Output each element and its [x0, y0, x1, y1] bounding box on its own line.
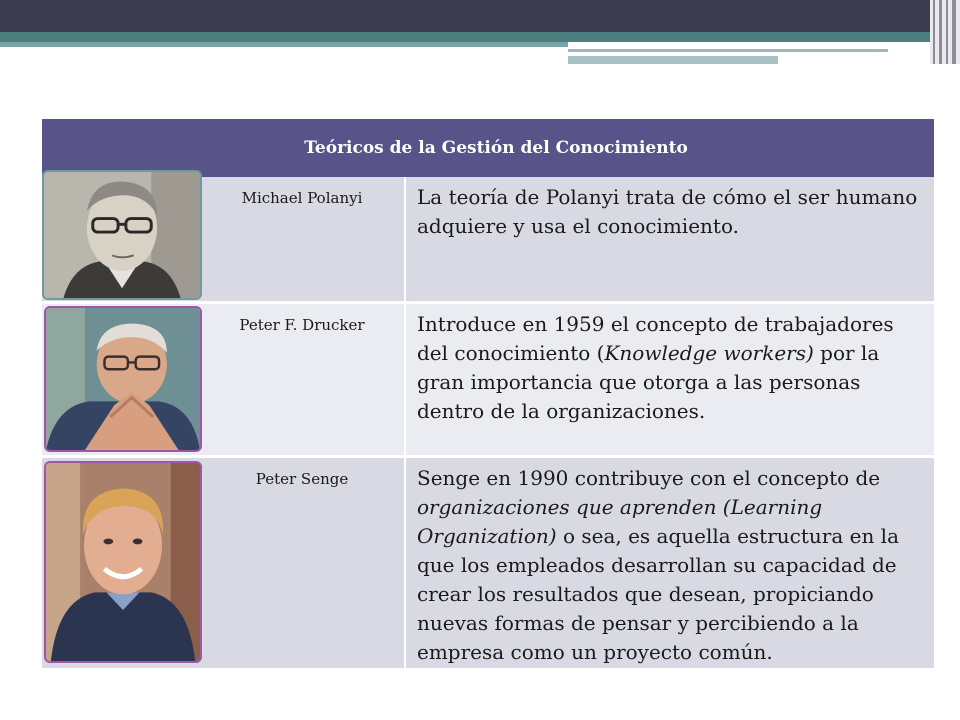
accent-bar-thin [0, 42, 568, 47]
table-header [42, 119, 934, 177]
theorist-description [404, 304, 934, 455]
table-title: Teóricos de la Gestión del Conocimiento [304, 138, 688, 158]
desc-text: o sea, es aquella estructura en la que los empleados desarrollan su capacidad de crear los resultados que desean, propiciando nuevas formas de pensar y percibiendo a la empresa como un proyecto común. [417, 524, 899, 664]
corner-stripes [930, 0, 960, 64]
desc-italic: organizaciones que aprenden (Learning Organization) [417, 495, 823, 548]
accent-bar [0, 32, 930, 42]
polanyi-portrait-photo [42, 170, 202, 300]
desc-italic: Knowledge workers) [604, 341, 814, 365]
senge-portrait-photo [44, 461, 202, 663]
top-banner [0, 0, 960, 32]
accent-line-short [568, 56, 778, 64]
theorist-name: Michael Polanyi [241, 189, 363, 207]
theorists-table [42, 119, 934, 664]
desc-text: Senge en 1990 contribuye con el concepto de [417, 466, 881, 490]
theorist-description: La teoría de Polanyi trata de cómo el ser humano adquiere y usa el conocimiento. [404, 177, 934, 301]
drucker-portrait-photo [44, 306, 202, 452]
desc-text: Introduce en 1959 el concepto de trabajadores del conocimiento ( [417, 312, 894, 365]
accent-line [568, 49, 888, 52]
desc-text: por la gran importancia que otorga a las personas dentro de la organizaciones. [417, 341, 880, 423]
theorist-description [404, 458, 934, 668]
theorist-name: Peter F. Drucker [239, 316, 365, 334]
theorist-name: Peter Senge [255, 470, 349, 488]
